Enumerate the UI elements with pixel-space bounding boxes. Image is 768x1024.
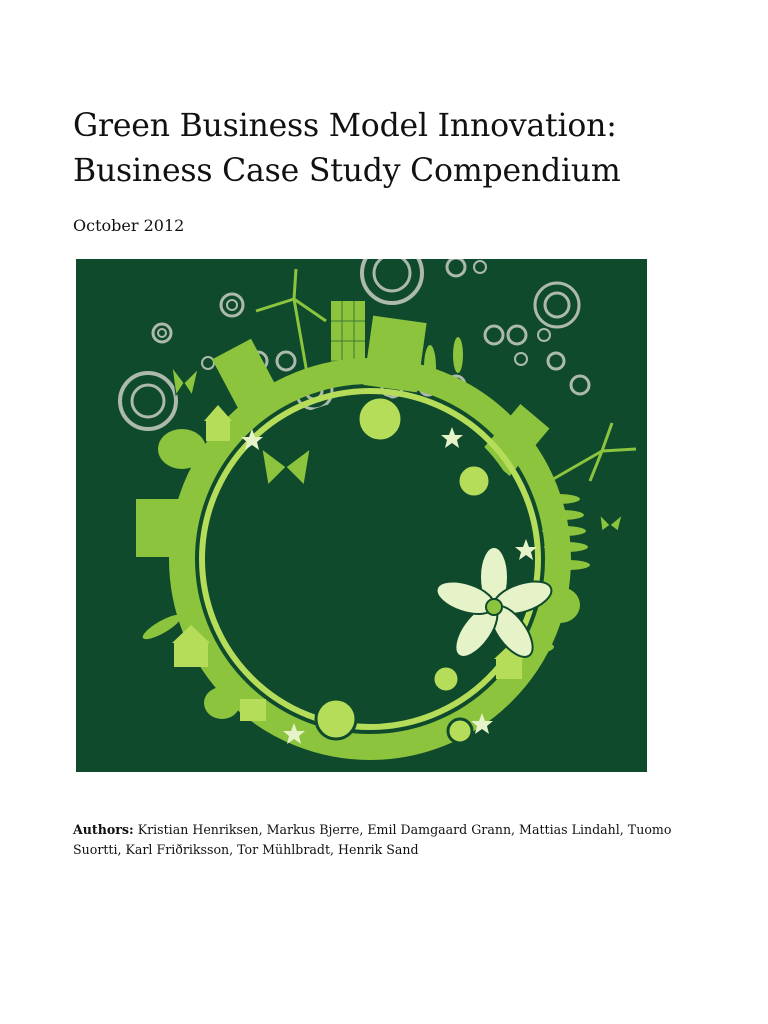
title-line-2: Business Case Study Compendium xyxy=(73,153,621,189)
cover-illustration xyxy=(76,259,647,772)
eco-city-globe-illustration-icon xyxy=(76,259,647,772)
authors-names-line-1: Kristian Henriksen, Markus Bjerre, Emil Damgaard Grann, Mattias Lindahl, Tuomo xyxy=(137,822,672,837)
authors-label: Authors: xyxy=(73,822,134,837)
authors-names-line-2: Suortti, Karl Friðriksson, Tor Mühlbradt, Henrik Sand xyxy=(73,842,419,857)
publication-date: October 2012 xyxy=(73,216,185,235)
document-title xyxy=(73,104,621,194)
title-line-1: Green Business Model Innovation: xyxy=(73,108,617,144)
authors-section xyxy=(73,820,713,860)
